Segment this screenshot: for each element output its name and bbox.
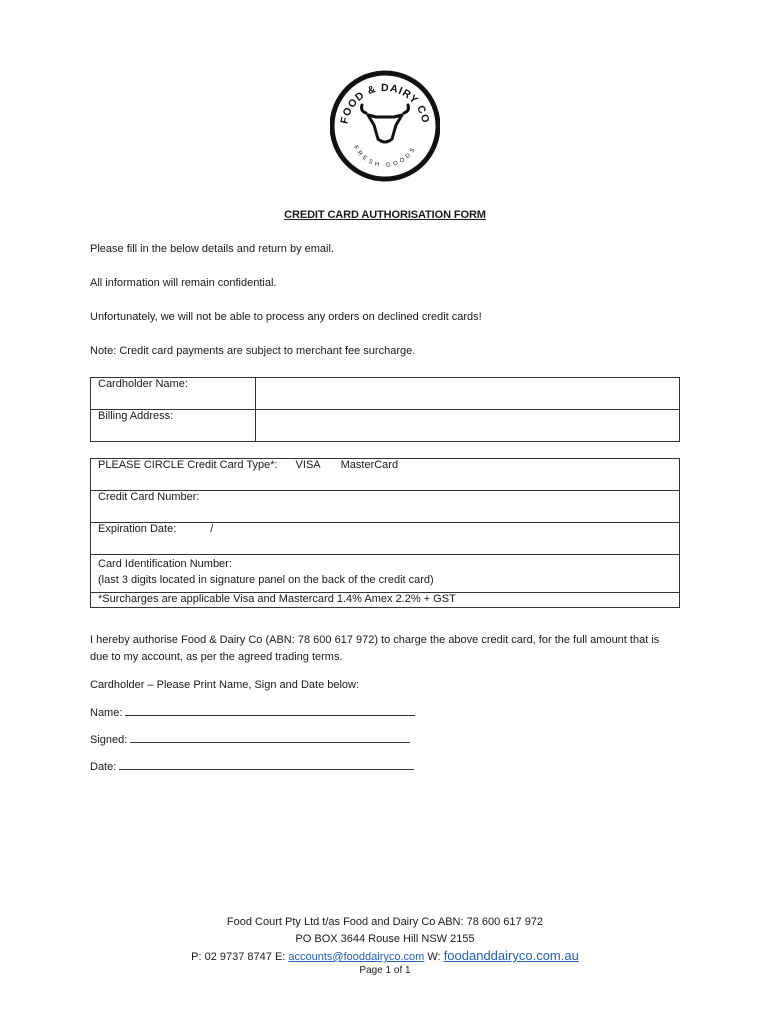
billing-address-field[interactable]: [256, 410, 680, 442]
surcharge-note: *Surcharges are applicable Visa and Mastercard 1.4% Amex 2.2% + GST: [91, 593, 680, 608]
expiry-separator: /: [210, 523, 214, 535]
footer-company: Food Court Pty Ltd t/as Food and Dairy Co ABN: 78 600 617 972: [226, 916, 544, 928]
cardholder-name-label: Cardholder Name:: [91, 378, 256, 410]
card-type-mastercard[interactable]: MasterCard: [340, 459, 399, 471]
name-line: [90, 706, 415, 719]
footer-web-label: W:: [427, 951, 441, 963]
name-label: Name:: [90, 707, 123, 719]
signature-field[interactable]: [130, 733, 410, 743]
card-number-field[interactable]: [91, 491, 680, 523]
card-type-label: PLEASE CIRCLE Credit Card Type*:: [98, 459, 278, 471]
cid-label: Card Identification Number:: [98, 558, 232, 570]
logo-text-bottom: FRESH GOODS: [352, 144, 418, 169]
name-field[interactable]: [125, 706, 415, 716]
signed-label: Signed:: [90, 734, 128, 746]
surcharge-row: [91, 593, 680, 608]
footer-website-link[interactable]: foodanddairyco.com.au: [443, 948, 579, 963]
expiry-field[interactable]: [91, 523, 680, 555]
card-number-label: Credit Card Number:: [98, 491, 200, 503]
expiry-row: [91, 523, 680, 555]
page-number: Page 1 of 1: [359, 965, 411, 976]
svg-text:FRESH GOODS: [352, 145, 418, 169]
footer-email-link[interactable]: accounts@fooddairyco.com: [288, 951, 425, 963]
cid-row: [91, 555, 680, 593]
footer-address: PO BOX 3644 Rouse Hill NSW 2155: [295, 933, 475, 945]
food-dairy-co-logo: [330, 67, 440, 185]
card-type-row: [91, 459, 680, 491]
cid-field[interactable]: [91, 555, 680, 593]
cow-head-icon: [362, 105, 409, 142]
date-label: Date:: [90, 761, 117, 773]
card-details-table: [90, 458, 680, 608]
card-type-visa[interactable]: VISA: [295, 459, 321, 471]
billing-row: [91, 410, 680, 442]
intro-line-3: Unfortunately, we will not be able to process any orders on declined credit cards!: [90, 311, 482, 323]
billing-address-label: Billing Address:: [91, 410, 256, 442]
expiry-label: Expiration Date:: [98, 523, 177, 535]
date-field[interactable]: [119, 760, 414, 770]
signature-instruction: Cardholder – Please Print Name, Sign and Date below:: [90, 679, 360, 691]
intro-line-4: Note: Credit card payments are subject to merchant fee surcharge.: [90, 345, 416, 357]
cardholder-row: [91, 378, 680, 410]
cardholder-table: [90, 377, 680, 442]
date-line: [90, 760, 414, 773]
card-number-row: [91, 491, 680, 523]
footer-phone: P: 02 9737 8747 E:: [191, 951, 286, 963]
logo-text-top: FOOD & DAIRY CO: [338, 81, 432, 125]
signed-line: [90, 733, 410, 746]
intro-line-1: Please fill in the below details and return by email.: [90, 243, 334, 255]
cardholder-name-field[interactable]: [256, 378, 680, 410]
form-title: CREDIT CARD AUTHORISATION FORM: [284, 209, 486, 221]
cid-hint: (last 3 digits located in signature panel on the back of the credit card): [98, 574, 434, 586]
authorisation-text: I hereby authorise Food & Dairy Co (ABN: 78 600 617 972) to charge the above credit card, for the full amount that is due to my account, as per the agreed trading terms.: [90, 634, 660, 663]
footer-contact: [0, 948, 770, 963]
intro-line-2: All information will remain confidential.: [90, 277, 277, 289]
